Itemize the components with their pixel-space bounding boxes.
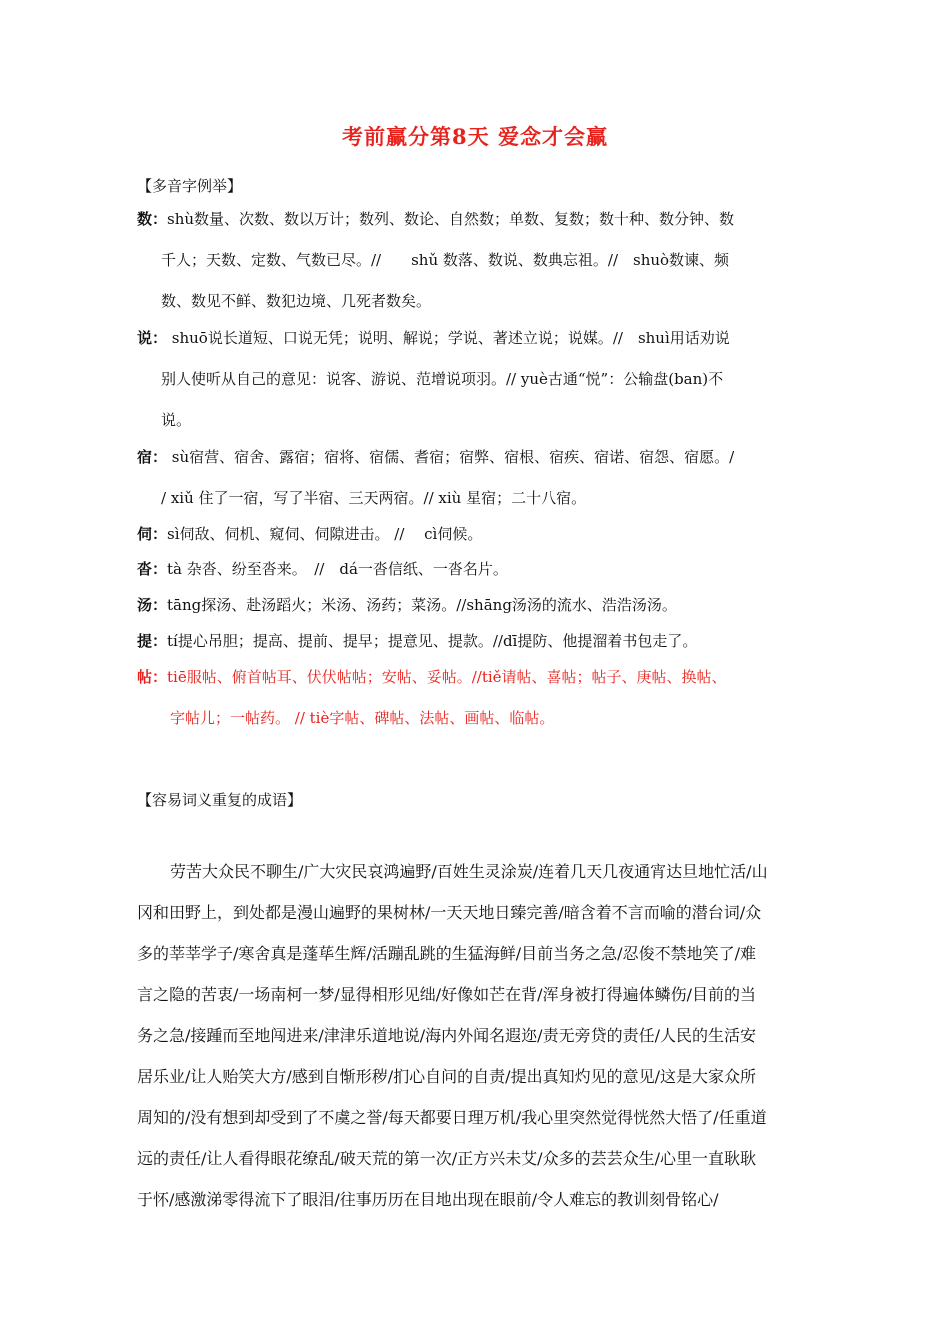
paragraph-line: 周知的/没有想到却受到了不虞之誉/每天都要日理万机/我心里突然觉得恍然大悟了/任重道 bbox=[137, 1108, 767, 1127]
paragraph-line: 冈和田野上，到处都是漫山遍野的果树林/一天天地日臻完善/暗含着不言而喻的潜台词/众 bbox=[137, 903, 762, 922]
entry-line bbox=[137, 549, 817, 590]
entry-su bbox=[137, 437, 817, 519]
entry-head: 帖： bbox=[137, 668, 168, 686]
entry-text: 说。 bbox=[161, 411, 192, 429]
entry-shuo bbox=[137, 318, 817, 441]
entry-head: 伺： bbox=[137, 525, 168, 543]
entry-text: sù宿营、宿舍、露宿；宿将、宿儒、耆宿；宿弊、宿根、宿疾、宿诺、宿怨、宿愿。/ bbox=[167, 448, 735, 466]
paragraph-line: 远的责任/让人看得眼花缭乱/破天荒的第一次/正方兴未艾/众多的芸芸众生/心里一直耿耿 bbox=[137, 1149, 756, 1168]
idiom-paragraph bbox=[137, 851, 817, 1220]
entry-text: tà 杂沓、纷至沓来。 // dá一沓信纸、一沓名片。 bbox=[167, 560, 508, 578]
entry-tang bbox=[137, 585, 817, 626]
entry-text: tí提心吊胆；提高、提前、提早；提意见、提款。//dī提防、他提溜着书包走了。 bbox=[167, 632, 698, 650]
entry-text: / xiǔ 住了一宿，写了半宿、三天两宿。// xiù 星宿；二十八宿。 bbox=[161, 489, 587, 507]
entry-text: 千人；天数、定数、气数已尽。// shǔ 数落、数说、数典忘祖。// shuò数谏、频 bbox=[161, 251, 730, 269]
entry-text: tāng探汤、赴汤蹈火；米汤、汤药；菜汤。//shāng汤汤的流水、浩浩汤汤。 bbox=[167, 596, 677, 614]
entry-line bbox=[137, 657, 817, 698]
entry-shu bbox=[137, 199, 817, 322]
entry-text: shuō说长道短、口说无凭；说明、解说；学说、著述立说；说媒。// shuì用话劝说 bbox=[167, 329, 730, 347]
entry-text: 字帖儿；一帖药。 // tiè字帖、碑帖、法帖、画帖、临帖。 bbox=[170, 709, 555, 727]
section-heading-polyphones: 【多音字例举】 bbox=[137, 177, 243, 195]
entry-tie bbox=[137, 657, 817, 739]
entry-line bbox=[137, 585, 817, 626]
entry-head: 说： bbox=[137, 329, 168, 347]
paragraph-line: 居乐业/让人贻笑大方/感到自惭形秽/扪心自问的自责/提出真知灼见的意见/这是大家众所 bbox=[137, 1067, 756, 1086]
entry-head: 提： bbox=[137, 632, 168, 650]
entry-line bbox=[137, 318, 817, 359]
page-title: 考前赢分第8天 爱念才会赢 bbox=[342, 124, 608, 149]
entry-head: 汤： bbox=[137, 596, 168, 614]
entry-line bbox=[137, 199, 817, 240]
entry-line bbox=[137, 437, 817, 478]
paragraph-line: 言之隐的苦衷/一场南柯一梦/显得相形见绌/好像如芒在背/浑身被打得遍体鳞伤/目前的当 bbox=[137, 985, 756, 1004]
entry-head: 沓： bbox=[137, 560, 168, 578]
paragraph-line: 多的莘莘学子/寒舍真是蓬荜生辉/活蹦乱跳的生猛海鲜/目前当务之急/忍俊不禁地笑了/难 bbox=[137, 944, 756, 963]
entry-ti bbox=[137, 621, 817, 662]
entry-head: 宿： bbox=[137, 448, 168, 466]
entry-line bbox=[137, 621, 817, 662]
entry-text: 数、数见不鲜、数犯边境、几死者数矣。 bbox=[161, 292, 432, 310]
entry-head: 数： bbox=[137, 210, 168, 228]
entry-ta bbox=[137, 549, 817, 590]
entry-text: 别人使听从自己的意见：说客、游说、范增说项羽。// yuè古通“悦”：公输盘(ban)不 bbox=[161, 370, 724, 388]
section-heading-idioms: 【容易词义重复的成语】 bbox=[137, 791, 303, 809]
paragraph-line: 于怀/感激涕零得流下了眼泪/往事历历在目地出现在眼前/令人难忘的教训刻骨铭心/ bbox=[137, 1190, 719, 1209]
paragraph-line: 务之急/接踵而至地闯进来/津津乐道地说/海内外闻名遐迩/责无旁贷的责任/人民的生活安 bbox=[137, 1026, 756, 1045]
entry-text: shù数量、次数、数以万计；数列、数论、自然数；单数、复数；数十种、数分钟、数 bbox=[167, 210, 735, 228]
entry-text: tiē服帖、俯首帖耳、伏伏帖帖；安帖、妥帖。//tiě请帖、喜帖；帖子、庚帖、换帖、 bbox=[167, 668, 727, 686]
entry-text: sì伺敌、伺机、窥伺、伺隙进击。 // cì伺候。 bbox=[167, 525, 483, 543]
paragraph-line: 劳苦大众民不聊生/广大灾民哀鸿遍野/百姓生灵涂炭/连着几天几夜通宵达旦地忙活/山 bbox=[170, 862, 768, 881]
